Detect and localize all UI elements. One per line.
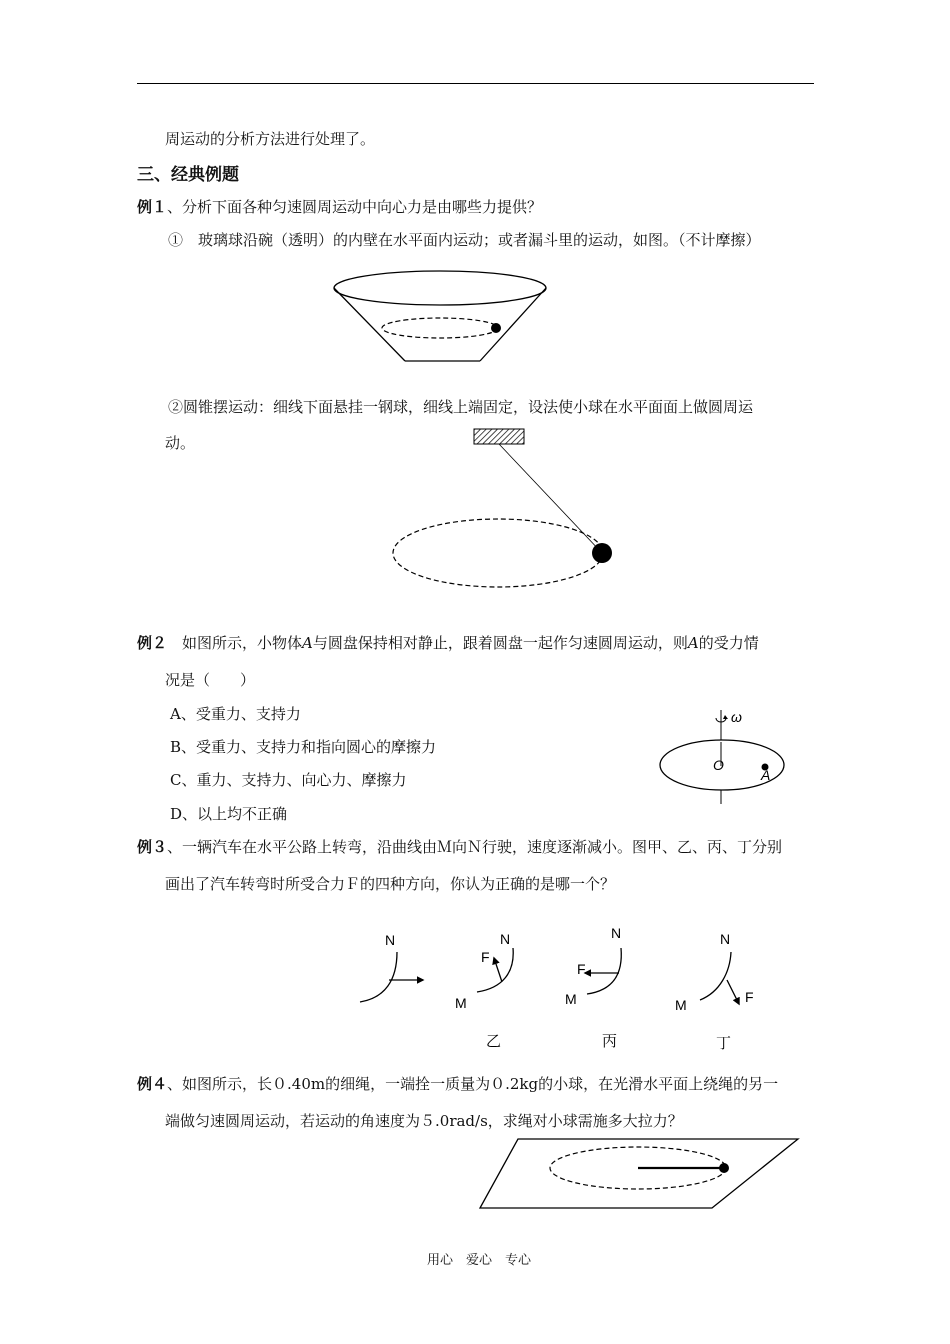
ex3-question-line2: 画出了汽车转弯时所受合力Ｆ的四种方向，你认为正确的是哪一个？ (165, 875, 616, 893)
pendulum-ball (592, 543, 612, 563)
fig4-n-label: N (720, 931, 731, 947)
ex2-text-b: 与圆盘保持相对静止，跟着圆盘一起作匀速圆周运动，则 (312, 634, 688, 652)
conical-pendulum-figure (388, 425, 628, 595)
bowl-left-wall (334, 288, 405, 361)
bowl-right-wall (480, 288, 546, 361)
ex3-label: 例３ (137, 838, 168, 856)
ex3-question-line1 (137, 836, 782, 857)
section-title: 三、经典例题 (137, 165, 239, 185)
ex3-text: 、一辆汽车在水平公路上转弯，沿曲线由Ｍ向Ｎ行驶，速度逐渐减小。图甲、乙、丙、丁分别 (167, 838, 783, 856)
ex2-label: 例２ (137, 634, 168, 652)
ex4-question-line2: 端做匀速圆周运动，若运动的角速度为５.0rad/s，求绳对小球需施多大拉力？ (165, 1112, 683, 1130)
fig3-curve (587, 948, 621, 994)
fig4-f-label: F (745, 989, 754, 1005)
ex4-question-line1 (137, 1073, 778, 1094)
ex2-var-a: A (302, 634, 313, 652)
bowl-ball (491, 323, 501, 333)
fig2-force-arrow (494, 958, 502, 982)
ex2-text-a: 如图所示，小物体 (167, 634, 303, 652)
fig4-m-label: M (675, 997, 687, 1013)
fig1-n-label: N (385, 932, 396, 948)
figure-ding (675, 931, 754, 1013)
ex4-label: 例４ (137, 1075, 168, 1093)
smooth-plane (480, 1139, 798, 1208)
ex1-text: 、分析下面各种匀速圆周运动中向心力是由哪些力提供？ (167, 198, 543, 216)
ex2-var-a2: A (687, 634, 699, 652)
ceiling-support (474, 429, 524, 444)
object-a-label: A (761, 767, 771, 783)
horizontal-circle-figure (478, 1137, 800, 1212)
rope-ball (719, 1163, 729, 1173)
bowl-orbit (382, 318, 498, 338)
ex2-option-a: A、受重力、支持力 (170, 705, 301, 723)
intro-line: 周运动的分析方法进行处理了。 (165, 130, 376, 148)
ex4-text: 、如图所示，长０.40m的细绳，一端拴一质量为０.2kg的小球，在光滑水平面上绕绳的另一 (167, 1075, 779, 1093)
ex2-question-line2: 况是（ ） (165, 671, 256, 689)
figure-bing (565, 925, 621, 1007)
ex2-question-line1 (137, 632, 759, 653)
center-o-label: O (713, 757, 724, 773)
fig4-force-arrow (727, 980, 739, 1004)
turntable-figure (655, 706, 795, 806)
pendulum-orbit (393, 519, 603, 587)
ex1-item1: ① 玻璃球沿碗（透明）的内壁在水平面内运动；或者漏斗里的运动，如图。（不计摩擦） (168, 231, 761, 249)
fig3-m-label: M (565, 991, 577, 1007)
ex1-question (137, 196, 542, 217)
caption-bing: 丙 (602, 1032, 618, 1050)
page-footer: 用心 爱心 专心 (427, 1253, 532, 1268)
fig2-n-label: N (500, 931, 511, 947)
ex1-item2-line2: 动。 (165, 434, 196, 452)
caption-yi: 乙 (486, 1032, 502, 1050)
fig4-curve (700, 952, 731, 1000)
fig2-m-label: M (455, 995, 467, 1011)
ex2-option-d: D、以上均不正确 (170, 805, 288, 823)
caption-ding: 丁 (716, 1034, 732, 1052)
omega-label: ω (731, 709, 742, 725)
ex2-text-c: 的受力情 (698, 634, 759, 652)
fig1-curve (360, 952, 397, 1002)
fig2-f-label: F (481, 949, 490, 965)
figure-jia (360, 932, 423, 1002)
bowl-rim (334, 271, 546, 305)
fig3-f-label: F (577, 961, 586, 977)
pendulum-string (499, 444, 602, 553)
ex2-option-b: B、受重力、支持力和指向圆心的摩擦力 (170, 738, 437, 756)
figure-yi (455, 931, 513, 1011)
fig3-n-label: N (611, 925, 622, 941)
header-rule (137, 83, 814, 84)
bowl-figure (330, 268, 560, 368)
ex2-option-c: C、重力、支持力、向心力、摩擦力 (170, 771, 407, 789)
curve-figures (355, 920, 775, 1055)
ex1-item2-line1: ②圆锥摆运动：细线下面悬挂一钢球，细线上端固定，设法使小球在水平面面上做圆周运 (168, 398, 754, 416)
ex1-label: 例１ (137, 198, 168, 216)
